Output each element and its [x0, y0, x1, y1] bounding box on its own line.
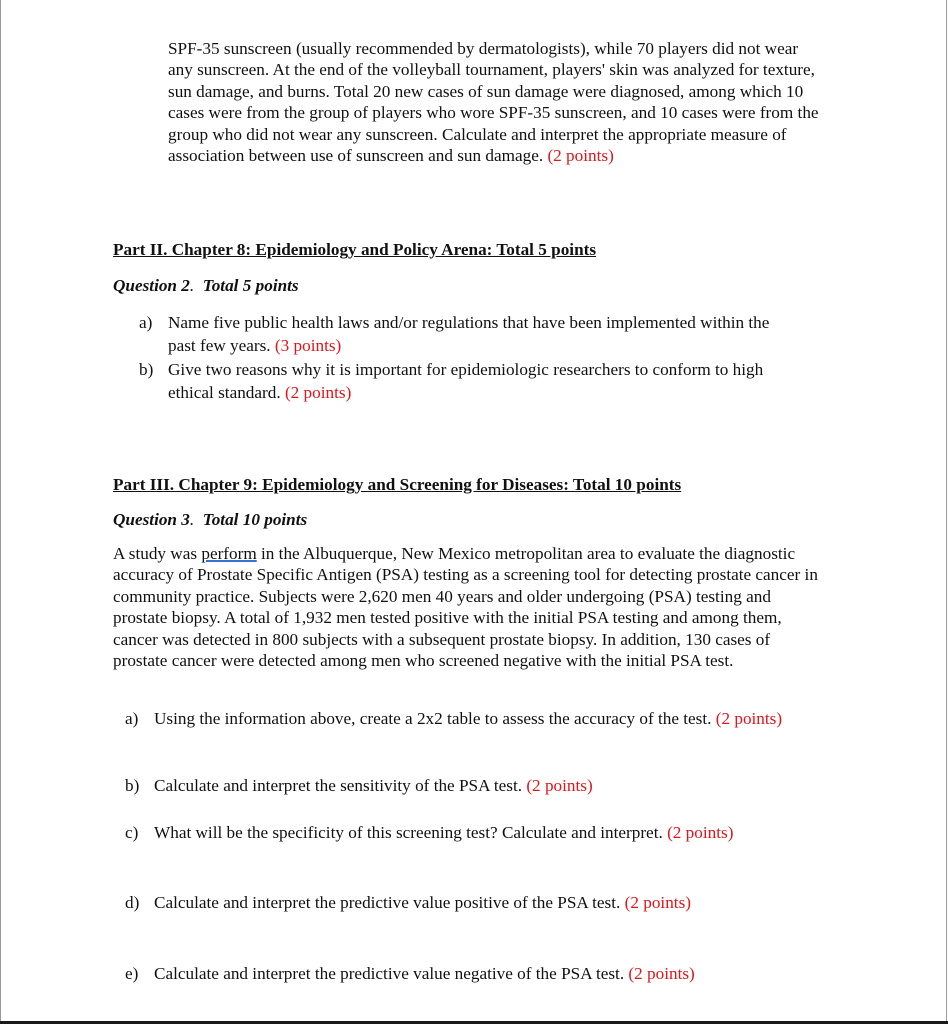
- points-badge: (2 points): [526, 776, 593, 795]
- intro-line: sun damage, and burns. Total 20 new cases of sun damage were diagnosed, among which 10: [168, 81, 804, 101]
- item-line: Name five public health laws and/or regulations that have been implemented within the: [168, 313, 770, 332]
- item-line-last: [168, 381, 763, 404]
- item-text: [154, 962, 695, 985]
- item-letter: e): [125, 964, 139, 983]
- points-badge: (2 points): [547, 146, 614, 166]
- item-line: Calculate and interpret the predictive value positive of the PSA test.: [154, 893, 621, 912]
- item-text: [154, 891, 691, 914]
- item-text: [154, 774, 593, 797]
- item-line: past few years.: [168, 336, 271, 355]
- question3-label: Question 3. Total 10 points: [113, 510, 308, 529]
- question3-total: Total 10 points: [202, 510, 308, 529]
- study-line: prostate cancer were detected among men who screened negative with the initial PSA test.: [113, 651, 734, 671]
- question3-number: Question 3: [113, 510, 190, 529]
- item-letter: c): [125, 823, 139, 842]
- item-text: [168, 358, 763, 404]
- item-line: Give two reasons why it is important for epidemiologic researchers to conform to high: [168, 360, 764, 379]
- item-line: Calculate and interpret the sensitivity of the PSA test.: [154, 776, 523, 795]
- study-first-line: [113, 543, 818, 564]
- question3-item-e: [125, 962, 925, 985]
- points-badge: (3 points): [274, 336, 342, 355]
- study-line: community practice. Subjects were 2,620 men 40 years and older undergoing (PSA) testing and: [113, 586, 771, 606]
- question2-number: Question 2: [113, 276, 190, 295]
- item-line-last: [168, 334, 769, 357]
- item-letter: b): [139, 360, 154, 379]
- intro-line: group who did not wear any sunscreen. Calculate and interpret the appropriate measure of: [168, 124, 787, 144]
- question2-item-a: [139, 311, 839, 357]
- intro-line: association between use of sunscreen and sun damage.: [168, 146, 544, 166]
- points-badge: (2 points): [628, 964, 695, 983]
- item-letter: a): [139, 313, 153, 332]
- question3-item-c: [125, 821, 925, 844]
- item-text: [154, 707, 782, 730]
- study-line: accuracy of Prostate Specific Antigen (PSA) testing as a screening tool for detecting prostate cancer in: [113, 565, 818, 585]
- question3-item-a: [125, 707, 925, 730]
- study-line: prostate biopsy. A total of 1,932 men tested positive with the initial PSA testing and among them,: [113, 608, 782, 628]
- points-badge: (2 points): [624, 893, 691, 912]
- item-letter: d): [125, 893, 140, 912]
- study-text: in the Albuquerque, New Mexico metropolitan area to evaluate the diagnostic: [256, 544, 796, 563]
- item-line: Using the information above, create a 2x2 table to assess the accuracy of the test.: [154, 709, 712, 728]
- part2-heading: Part II. Chapter 8: Epidemiology and Policy Arena: Total 5 points: [113, 240, 597, 259]
- item-line: What will be the specificity of this screening test? Calculate and interpret.: [154, 823, 663, 842]
- item-letter: a): [125, 709, 139, 728]
- study-text: A study was: [113, 544, 202, 563]
- intro-line: cases were from the group of players who wore SPF-35 sunscreen, and 10 cases were from the: [168, 103, 819, 123]
- study-line: cancer was detected in 800 subjects with a subsequent prostate biopsy. In addition, 130 cases of: [113, 629, 771, 649]
- question1-continuation: [168, 38, 819, 166]
- intro-line: any sunscreen. At the end of the volleyball tournament, players' skin was analyzed for texture,: [168, 60, 815, 80]
- spellcheck-word: perform: [201, 544, 257, 563]
- page-right-border: [946, 0, 947, 1024]
- item-letter: b): [125, 776, 140, 795]
- item-text: [154, 821, 733, 844]
- points-badge: (2 points): [284, 383, 352, 402]
- question3-item-d: [125, 891, 925, 914]
- part3-heading: Part III. Chapter 9: Epidemiology and Screening for Diseases: Total 10 points: [113, 475, 682, 494]
- study-description: [113, 543, 818, 671]
- item-line: Calculate and interpret the predictive value negative of the PSA test.: [154, 964, 625, 983]
- points-badge: (2 points): [715, 709, 783, 728]
- intro-last-line: [168, 145, 819, 166]
- item-line: ethical standard.: [168, 383, 281, 402]
- question2-total: Total 5 points: [202, 276, 299, 295]
- page-left-border: [0, 0, 1, 1024]
- intro-line: SPF-35 sunscreen (usually recommended by dermatologists), while 70 players did not wear: [168, 39, 799, 58]
- question3-item-b: [125, 774, 925, 797]
- question2-label: Question 2. Total 5 points: [113, 276, 299, 295]
- points-badge: (2 points): [667, 823, 734, 842]
- question2-item-b: [139, 358, 839, 404]
- item-text: [168, 311, 769, 357]
